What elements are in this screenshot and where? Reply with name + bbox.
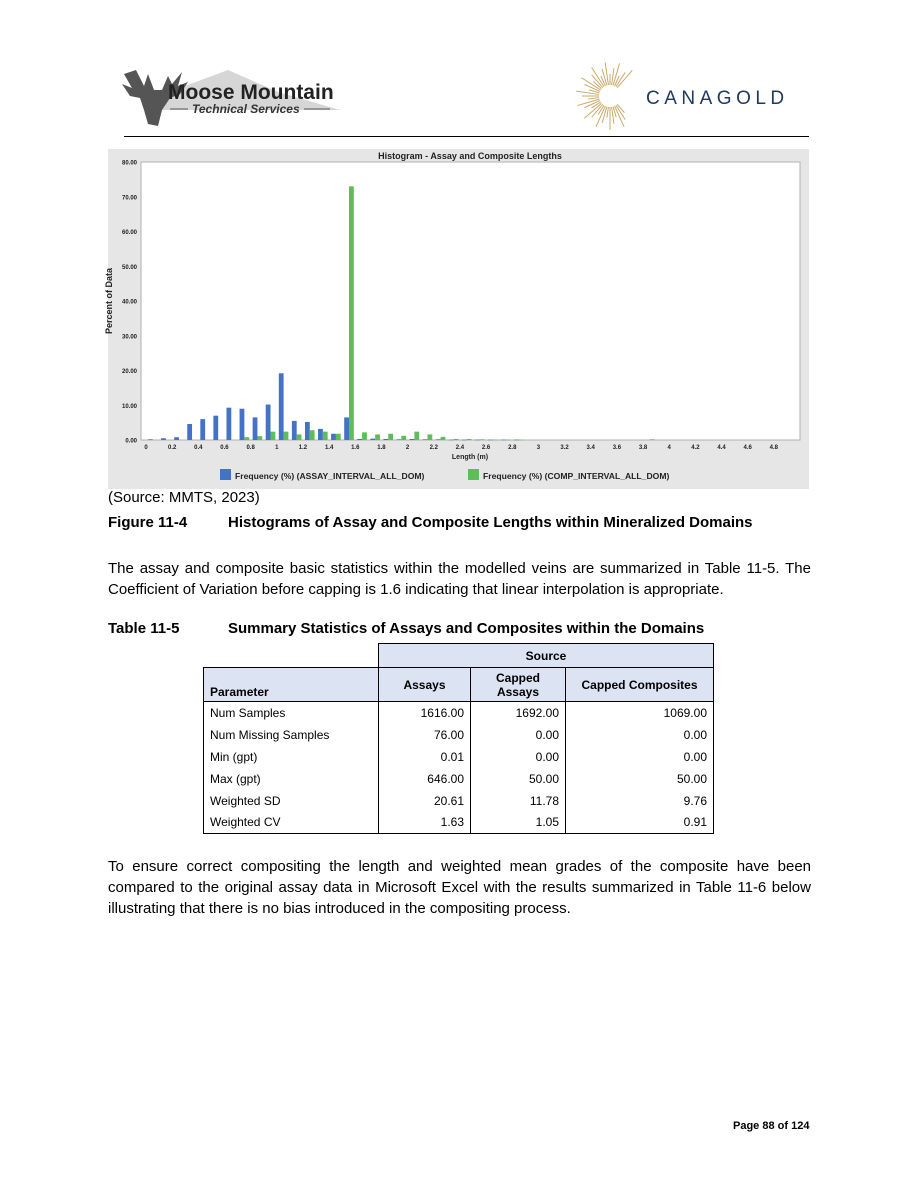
x-tick-label: 4.2 <box>691 445 700 451</box>
x-tick-label: 4.4 <box>717 445 726 451</box>
chart-title: Histogram - Assay and Composite Lengths <box>378 151 562 161</box>
x-tick-label: 3.8 <box>638 445 648 451</box>
assay-bar <box>318 429 323 440</box>
assay-bar <box>370 439 375 440</box>
assay-bar <box>475 440 480 441</box>
composite-bar <box>650 439 655 440</box>
composite-bar <box>375 434 380 440</box>
assay-bar <box>514 440 519 441</box>
x-tick-label: 0.8 <box>246 445 255 451</box>
legend-swatch <box>468 469 479 480</box>
y-tick-label: 60.00 <box>121 230 137 236</box>
y-tick-label: 50.00 <box>121 264 137 271</box>
empty-corner-cell <box>204 644 379 668</box>
figure-title: Histograms of Assay and Composite Lengths within Mineralized Domains <box>228 514 753 531</box>
composite-bar <box>441 437 446 440</box>
assay-bar <box>161 438 166 440</box>
column-header-parameter: Parameter <box>204 668 379 702</box>
cell-capped-assays: 0.00 <box>471 724 566 746</box>
x-tick-label: 3 <box>536 445 541 451</box>
column-header-capped-composites: Capped Composites <box>566 668 714 702</box>
column-header-capped-assays: Capped Assays <box>471 668 566 702</box>
cell-assays: 0.01 <box>379 746 471 768</box>
legend-label: Frequency (%) (COMP_INTERVAL_ALL_DOM) <box>483 471 670 481</box>
assay-bar <box>383 439 388 440</box>
y-tick-label: 70.00 <box>121 195 137 202</box>
composite-bar <box>244 437 249 440</box>
composite-bar <box>297 434 302 440</box>
assay-bar <box>423 439 428 440</box>
composite-bar <box>493 440 498 441</box>
cell-assays: 1.63 <box>379 812 471 834</box>
assay-bar <box>331 434 336 440</box>
cell-capped-composites: 0.00 <box>566 724 714 746</box>
x-axis-label: Length (m) <box>451 454 489 461</box>
x-tick-label: 0.6 <box>220 445 229 451</box>
x-tick-label: 3.4 <box>586 445 595 451</box>
assay-bar <box>501 440 506 441</box>
assay-bar <box>240 409 245 440</box>
table-caption <box>108 620 704 637</box>
table-row <box>204 746 714 768</box>
x-tick-label: 4 <box>667 445 671 451</box>
summary-statistics-table <box>203 643 714 834</box>
composite-bar <box>271 432 276 440</box>
moose-mountain-logo <box>118 66 346 128</box>
assay-bar <box>187 424 192 440</box>
assay-bar <box>410 439 415 440</box>
composite-bar <box>362 432 367 440</box>
cell-parameter: Weighted SD <box>204 790 379 812</box>
x-tick-label: 2.6 <box>481 445 491 451</box>
assay-bar <box>305 422 310 440</box>
cell-capped-composites: 0.91 <box>566 812 714 834</box>
cell-parameter: Num Samples <box>204 702 379 724</box>
composite-bar <box>401 436 406 440</box>
table-title: Summary Statistics of Assays and Composites within the Domains <box>228 620 705 637</box>
column-header-assays: Assays <box>379 668 471 702</box>
table-row <box>204 768 714 790</box>
cell-capped-composites: 9.76 <box>566 790 714 812</box>
assay-bar <box>226 408 231 440</box>
cell-capped-composites: 1069.00 <box>566 702 714 724</box>
table-row <box>204 702 714 724</box>
y-tick-label: 80.00 <box>121 160 137 167</box>
x-tick-label: 2 <box>405 445 410 451</box>
y-tick-label: 40.00 <box>121 299 137 306</box>
y-tick-label: 0.00 <box>125 438 137 445</box>
cell-parameter: Min (gpt) <box>204 746 379 768</box>
header-divider <box>124 136 809 137</box>
assay-bar <box>148 439 153 440</box>
y-axis-label: Percent of Data <box>104 267 114 335</box>
composite-bar <box>506 440 511 441</box>
cell-capped-composites: 50.00 <box>566 768 714 790</box>
composite-bar <box>414 432 419 440</box>
table-number: Table 11-5 <box>108 620 180 637</box>
svg-text:Technical Services: Technical Services <box>192 102 300 116</box>
cell-assays: 646.00 <box>379 768 471 790</box>
paragraph-statistics: The assay and composite basic statistics within the modelled veins are summarized in Table 11-5. The Coefficient of Variation before capping is 1.6 indicating that linear interpolation is appropriate. <box>108 560 811 598</box>
x-tick-label: 4.8 <box>769 445 779 451</box>
canagold-logo <box>582 62 802 132</box>
cell-parameter: Num Missing Samples <box>204 724 379 746</box>
cell-capped-assays: 0.00 <box>471 746 566 768</box>
assay-bar <box>292 421 297 440</box>
composite-bar <box>349 186 354 440</box>
assay-bar <box>436 439 441 440</box>
paragraph-compositing: To ensure correct compositing the length and weighted mean grades of the composite have been compared to the original assay data in Microsoft Excel with the results summarized in Table 11-6 below illustrating that there is no bias introduced in the compositing process. <box>108 858 811 917</box>
composite-bar <box>284 432 289 440</box>
x-tick-label: 1 <box>275 445 279 451</box>
sunburst-icon <box>576 62 632 130</box>
y-tick-label: 10.00 <box>121 403 137 410</box>
x-tick-label: 1.8 <box>377 445 386 451</box>
x-tick-label: 3.2 <box>560 445 569 451</box>
svg-text:Moose Mountain: Moose Mountain <box>168 81 334 104</box>
assay-bar <box>253 417 258 440</box>
assay-bar <box>279 373 284 440</box>
y-tick-label: 20.00 <box>121 369 137 375</box>
assay-bar <box>344 417 349 440</box>
cell-capped-assays: 1692.00 <box>471 702 566 724</box>
composite-bar <box>323 432 328 440</box>
cell-parameter: Weighted CV <box>204 812 379 834</box>
assay-bar <box>266 405 271 440</box>
composite-bar <box>519 440 524 441</box>
x-tick-label: 1.6 <box>351 445 360 451</box>
svg-text:CANAGOLD: CANAGOLD <box>646 88 789 109</box>
composite-bar <box>336 434 341 440</box>
table-row <box>204 724 714 746</box>
cell-capped-assays: 1.05 <box>471 812 566 834</box>
source-group-header: Source <box>379 644 714 668</box>
table-row <box>204 812 714 834</box>
composite-bar <box>427 434 432 440</box>
x-tick-label: 2.4 <box>455 445 465 451</box>
figure-number: Figure 11-4 <box>108 514 188 531</box>
cell-assays: 20.61 <box>379 790 471 812</box>
cell-parameter: Max (gpt) <box>204 768 379 790</box>
page-number: Page 88 of 124 <box>733 1120 810 1132</box>
assay-bar <box>488 440 493 441</box>
legend-swatch <box>220 469 231 480</box>
figure-caption <box>108 514 753 531</box>
cell-assays: 76.00 <box>379 724 471 746</box>
x-tick-label: 0 <box>144 445 148 451</box>
x-tick-label: 2.8 <box>508 445 517 451</box>
cell-capped-assays: 50.00 <box>471 768 566 790</box>
cell-capped-composites: 0.00 <box>566 746 714 768</box>
composite-bar <box>257 436 262 440</box>
x-tick-label: 0.2 <box>167 445 177 451</box>
composite-bar <box>480 439 485 440</box>
assay-bar <box>397 439 402 440</box>
x-tick-label: 0.4 <box>194 445 203 451</box>
assay-bar <box>174 437 179 440</box>
assay-bar <box>462 440 467 441</box>
plot-area <box>141 162 800 440</box>
cell-assays: 1616.00 <box>379 702 471 724</box>
legend-label: Frequency (%) (ASSAY_INTERVAL_ALL_DOM) <box>235 471 425 481</box>
composite-bar <box>310 430 315 440</box>
composite-bar <box>454 439 459 440</box>
x-tick-label: 1.4 <box>324 445 334 451</box>
histogram-chart <box>104 149 809 489</box>
assay-bar <box>357 439 362 440</box>
x-tick-label: 4.6 <box>743 445 752 451</box>
table-row <box>204 790 714 812</box>
assay-bar <box>213 416 218 440</box>
cell-capped-assays: 11.78 <box>471 790 566 812</box>
figure-source: (Source: MMTS, 2023) <box>108 489 260 506</box>
x-tick-label: 1.2 <box>298 445 308 451</box>
y-tick-label: 30.00 <box>121 334 137 341</box>
composite-bar <box>467 439 472 440</box>
x-tick-label: 3.6 <box>612 445 622 451</box>
assay-bar <box>449 440 454 441</box>
composite-bar <box>388 434 393 440</box>
x-tick-label: 2.2 <box>429 445 438 451</box>
assay-bar <box>200 419 205 440</box>
